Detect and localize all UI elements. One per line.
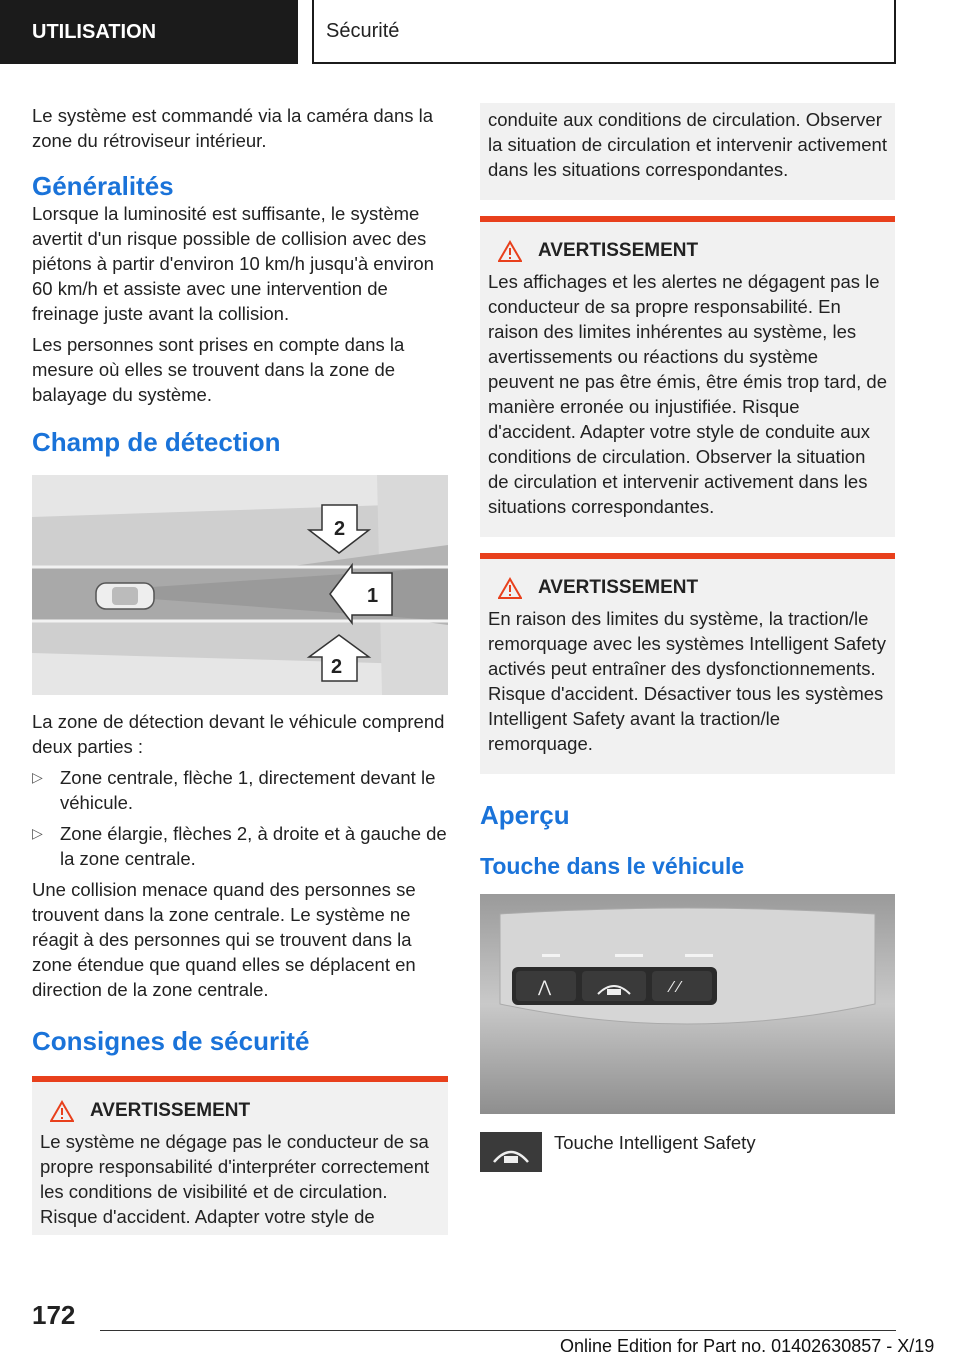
button-caption: Touche Intelligent Safety [554, 1132, 756, 1153]
warning-box-1-continued: conduite aux conditions de circulation. Observer la situation de circulation et intervenir activement dans les situations correspondantes. [480, 103, 895, 200]
warning-box-2 [480, 216, 895, 537]
warning-text: En raison des limites du système, la traction/le remorquage avec les systèmes Intelligent Safety activés peut entraîner des dysfonctionnements. Risque d'accident. Désactiver tous les systèmes Intelligent Safety avant la traction/le remorquage. [488, 608, 886, 754]
warning-triangle-icon [498, 240, 522, 262]
edition-info: Online Edition for Part no. 01402630857 - X/19 [560, 1336, 935, 1356]
intro-paragraph: Le système est commandé via la caméra dans la zone du rétroviseur intérieur. [32, 105, 434, 151]
warning-title: AVERTISSEMENT [40, 1098, 440, 1123]
car-icon [96, 583, 154, 609]
warning-text: Le système ne dégage pas le conducteur de sa propre responsabilité d'interpréter correctement les conditions de visibilité et de circulation. Risque d'accident. Adapter votre style de [40, 1131, 430, 1227]
intelligent-safety-icon [480, 1132, 542, 1172]
svg-text:2: 2 [334, 518, 346, 540]
warning-box-3 [480, 553, 895, 774]
left-column [32, 103, 448, 1235]
warning-box-1 [32, 1076, 448, 1235]
generalites-paragraph-1: Lorsque la luminosité est suffisante, le système avertit d'un risque possible de collision avec des piétons à partir d'environ 10 km/h jusqu'à environ 60 km/h et assiste avec une intervention de freinage juste avant la collision. [32, 203, 434, 324]
lane-departure-button[interactable] [652, 971, 712, 1001]
svg-text:⋀: ⋀ [538, 977, 552, 996]
page-number: 172 [32, 1300, 76, 1330]
intelligent-safety-button[interactable] [582, 971, 646, 1001]
warning-title: AVERTISSEMENT [488, 575, 887, 600]
triangle-bullet-icon: ▷ [32, 769, 43, 785]
list-item: ▷ Zone centrale, flèche 1, directement devant le véhicule. [32, 767, 436, 813]
svg-text:1: 1 [367, 585, 379, 607]
warning-triangle-icon [50, 1100, 74, 1122]
button-legend [480, 1132, 895, 1172]
triangle-bullet-icon: ▷ [32, 825, 43, 841]
topic-tab: Sécurité [312, 0, 896, 64]
heading-apercu: Aperçu [480, 800, 570, 830]
svg-text:2: 2 [331, 656, 343, 678]
section-tab: UTILISATION [0, 0, 298, 64]
diagram-caption: La zone de détection devant le véhicule comprend deux parties : [32, 711, 445, 757]
heading-consignes: Consignes de sécurité [32, 1026, 310, 1056]
heading-generalites: Généralités [32, 171, 174, 201]
right-column [480, 103, 895, 1172]
pedestrian-warning-button[interactable] [516, 971, 576, 1001]
collision-paragraph: Une collision menace quand des personnes se trouvent dans la zone centrale. Le système ne réagit à des personnes qui se trouvent dans la zone étendue que quand elles se déplacent en direction de la zone centrale. [32, 879, 416, 1000]
generalites-paragraph-2: Les personnes sont prises en compte dans la mesure où elles se trouvent dans la zone de balayage du système. [32, 334, 405, 405]
button-panel-photo [480, 894, 895, 1114]
warning-title: AVERTISSEMENT [488, 238, 887, 263]
footer-divider [100, 1330, 896, 1331]
warning-text: Les affichages et les alertes ne dégagent pas le conducteur de sa propre responsabilité. En raison des limites inhérentes au système, les avertissements ou réactions du système peuvent ne pas être émis, être émis trop tard, de manière erronée ou injustifiée. Risque d'accident. Adapter votre style de conduite aux conditions de circulation. Observer la situation de circulation et intervenir activement dans les situations correspondantes. [488, 271, 887, 517]
heading-champ-detection: Champ de détection [32, 427, 281, 457]
warning-triangle-icon [498, 577, 522, 599]
detection-zone-diagram [32, 475, 448, 695]
heading-touche-vehicule: Touche dans le véhicule [480, 853, 745, 879]
svg-text:⁄ ⁄: ⁄ ⁄ [670, 978, 680, 996]
zone-list [32, 765, 448, 871]
list-item: ▷ Zone élargie, flèches 2, à droite et à gauche de la zone centrale. [32, 823, 447, 869]
